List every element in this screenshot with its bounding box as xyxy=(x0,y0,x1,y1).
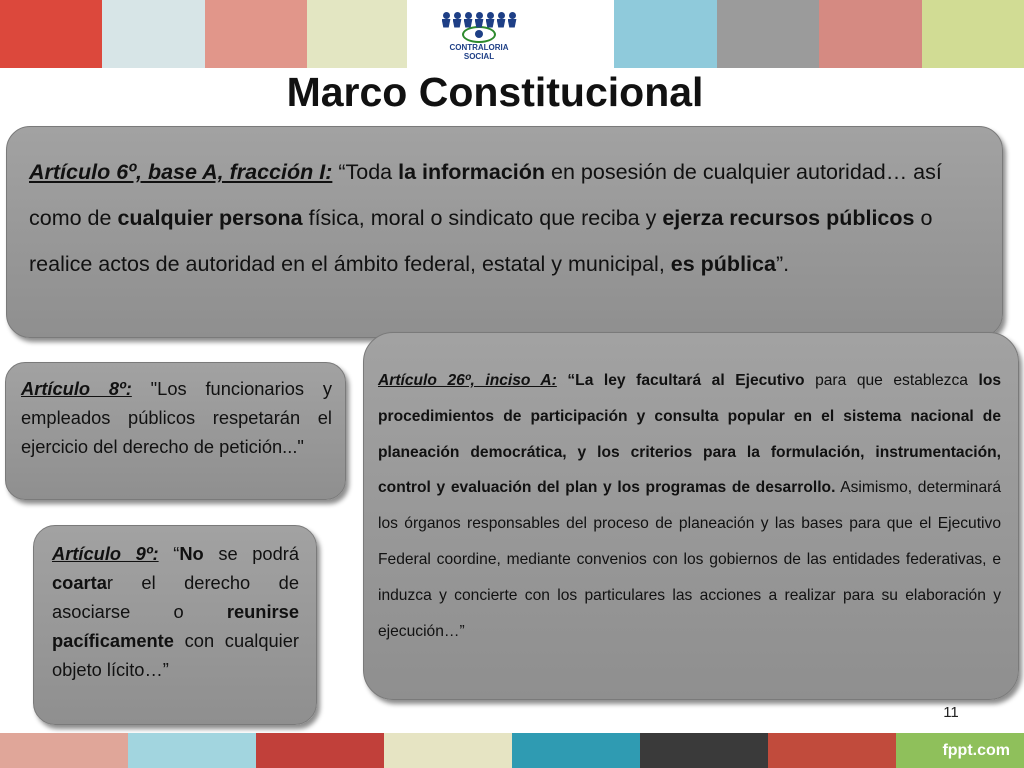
stripe xyxy=(922,0,1024,68)
slide-title: Marco Constitucional xyxy=(286,69,704,115)
article-6-text: física, moral o sindicato que reciba y xyxy=(302,206,663,230)
bottom-color-stripes xyxy=(0,733,1024,768)
article-8-label: Artículo 8º: xyxy=(21,378,132,399)
article-26-label: Artículo 26º, inciso A: xyxy=(378,372,557,389)
article-6-emphasis: es pública xyxy=(670,252,776,276)
stripe xyxy=(205,0,307,68)
article-9-box xyxy=(33,525,317,725)
stripe xyxy=(307,0,409,68)
stripe xyxy=(819,0,921,68)
article-6-label: Artículo 6º, base A, fracción I: xyxy=(29,160,333,184)
article-26-box xyxy=(363,332,1019,700)
logo-text-line1: CONTRALORIA xyxy=(449,42,509,52)
article-6-emphasis: la información xyxy=(398,160,546,184)
article-6-text: ”. xyxy=(775,252,790,276)
article-6-emphasis: cualquier persona xyxy=(117,206,303,230)
logo-text-line2: SOCIAL xyxy=(463,51,495,61)
article-6-box xyxy=(6,126,1003,338)
stripe xyxy=(102,0,204,68)
article-26-text: para que establezca xyxy=(804,372,979,389)
article-9-text: “ xyxy=(158,543,180,564)
stripe xyxy=(512,733,640,768)
stripe xyxy=(384,733,512,768)
stripe xyxy=(0,0,102,68)
article-9-emphasis: coarta xyxy=(52,572,107,593)
article-26-text: Asimismo, determinará los órganos responsables del proceso de planeación y las bases para que el Ejecutivo Federal coordine, mediante convenios con los gobiernos de las entidades federativas, e induzca y concierte con los particulares las acciones a realizar para su elaboración y ejecución…” xyxy=(378,479,1002,640)
article-8-text: "Los funcionarios y empleados públicos respetarán el ejercicio del derecho de petición..." xyxy=(21,378,332,457)
stripe xyxy=(0,733,128,768)
article-9-label: Artículo 9º: xyxy=(52,543,159,564)
article-6-text: “Toda xyxy=(332,160,399,184)
article-26-emphasis: los procedimientos de participación y consulta popular en el sistema nacional de planeación democrática, y los criterios para la formulación, instrumentación, control y evaluación del plan y los programas de desarrollo. xyxy=(378,372,1002,497)
brand-watermark: fppt.com xyxy=(942,742,1010,759)
stripe xyxy=(128,733,256,768)
article-8-box xyxy=(5,362,346,500)
stripe xyxy=(640,733,768,768)
article-26-emphasis: “La ley facultará al Ejecutivo xyxy=(556,372,805,389)
article-6-emphasis: ejerza recursos públicos xyxy=(662,206,915,230)
people-icon xyxy=(442,12,517,28)
article-9-text: se podrá xyxy=(203,543,299,564)
contraloria-social-logo xyxy=(407,0,551,68)
article-6-text: o realice actos de autoridad en el ámbito federal, estatal y municipal, xyxy=(29,206,933,276)
stripe xyxy=(256,733,384,768)
stripe xyxy=(717,0,819,68)
article-9-emphasis: reunirse pacíficamente xyxy=(52,601,299,651)
article-9-text: con cualquier objeto lícito…” xyxy=(52,630,299,680)
eye-icon xyxy=(462,26,496,43)
article-6-text: en posesión de cualquier autoridad… así como de xyxy=(29,160,942,230)
stripe xyxy=(768,733,896,768)
article-9-emphasis: No xyxy=(179,543,204,564)
page-number: 11 xyxy=(943,704,959,721)
article-9-text: r el derecho de asociarse o xyxy=(52,572,299,622)
stripe xyxy=(614,0,716,68)
